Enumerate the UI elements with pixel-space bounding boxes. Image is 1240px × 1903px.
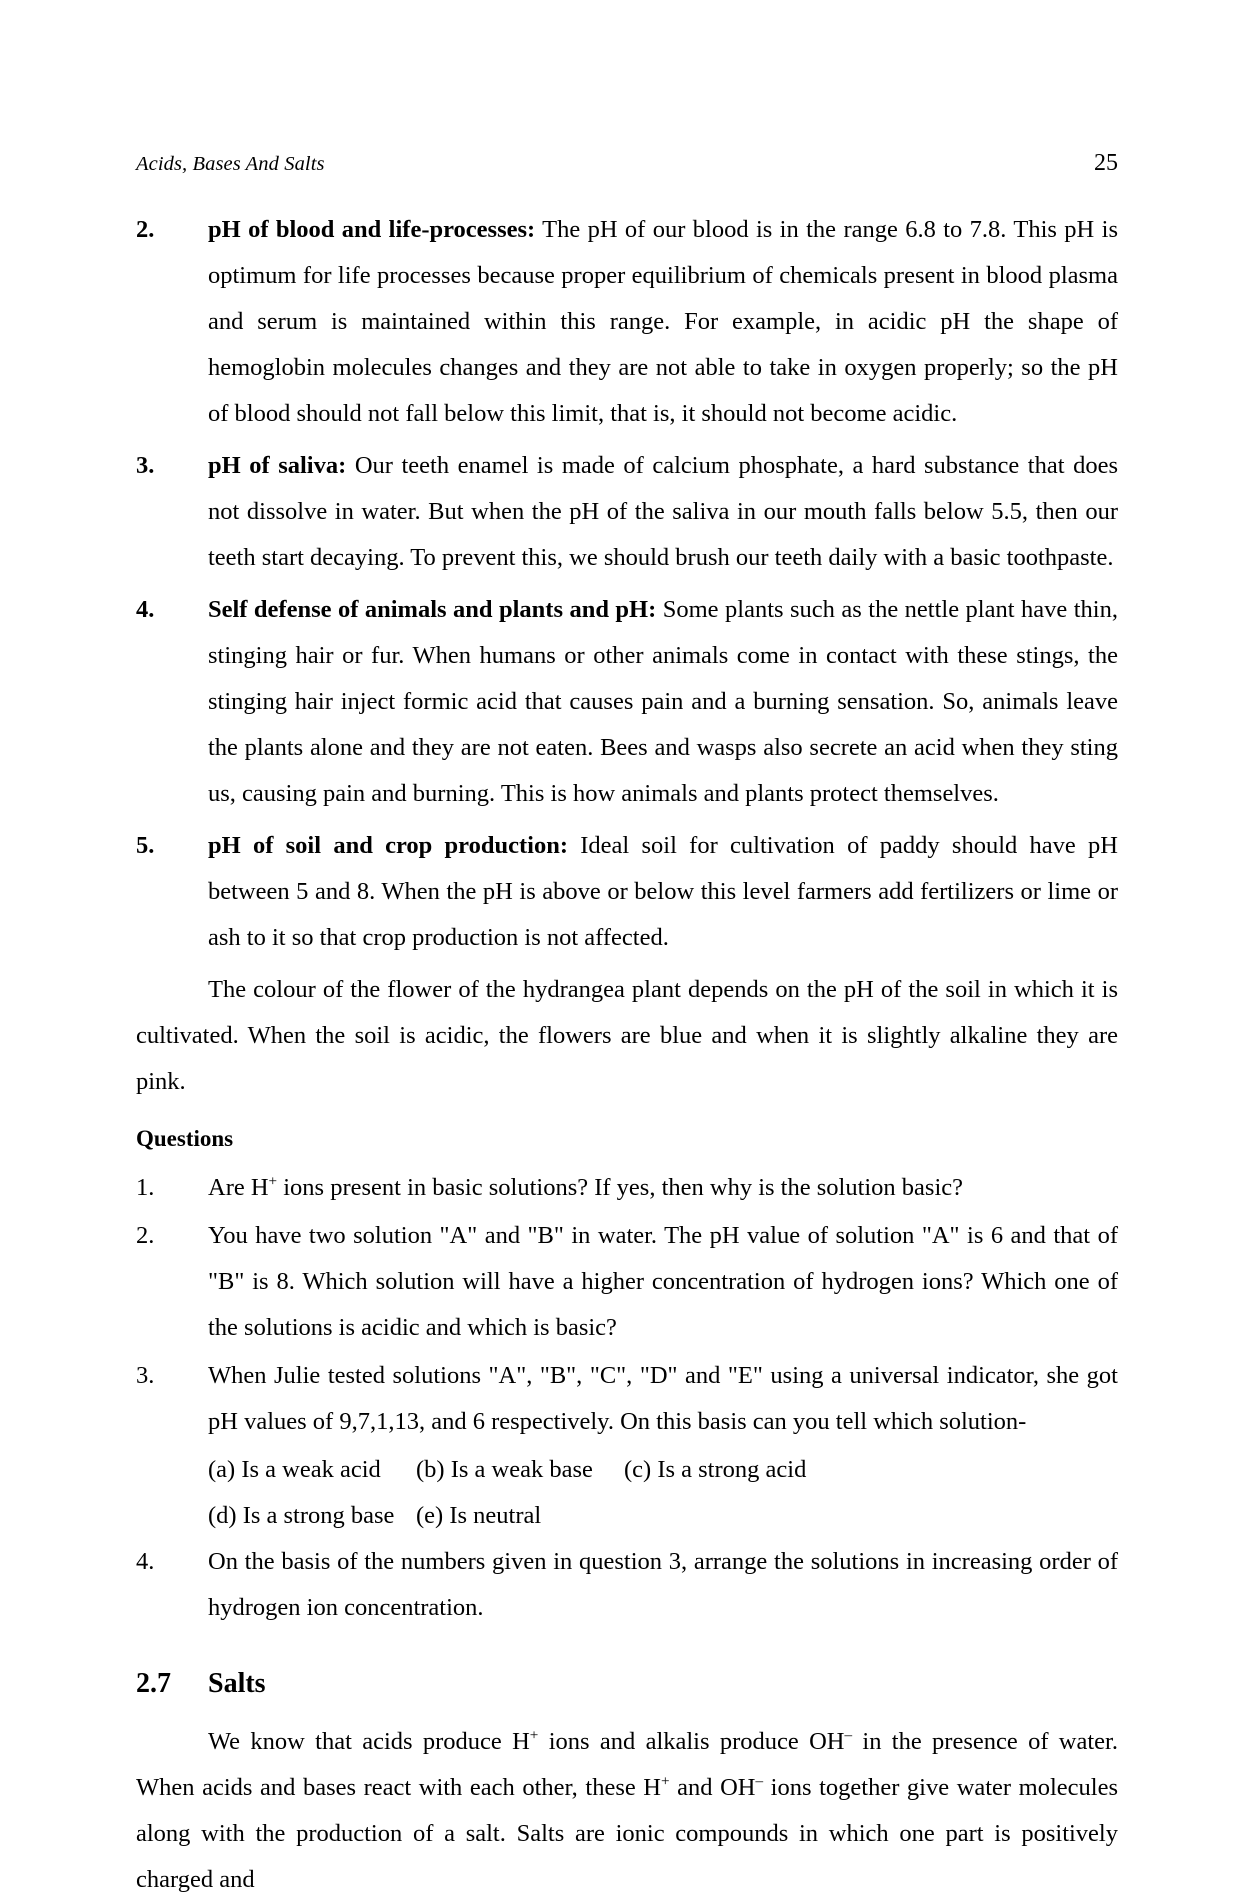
section-heading-salts (136, 1661, 1118, 1707)
item-number: 3. (136, 452, 155, 479)
question-text (208, 1165, 1118, 1211)
numbered-item-5 (136, 823, 1118, 961)
item-number: 2. (136, 216, 155, 243)
question-text-part: Are H (208, 1174, 269, 1201)
superscript-plus: + (661, 1772, 670, 1790)
section-title: Salts (208, 1668, 266, 1699)
superscript-plus: + (529, 1726, 539, 1744)
question-item-2 (136, 1213, 1118, 1351)
numbered-item-4 (136, 587, 1118, 817)
item-runin-heading: pH of soil and crop production: (208, 832, 568, 859)
item-body (208, 443, 1118, 581)
superscript-plus: + (268, 1172, 278, 1190)
question-text: You have two solution "A" and "B" in water. The pH value of solution "A" is 6 and that of "B" is 8. Which solution will have a higher concentration of hydrogen ions? Which one of the solutions is acidic and which is basic? (208, 1222, 1118, 1341)
item-number: 4. (136, 596, 155, 623)
question-number: 2. (136, 1222, 155, 1249)
question-number: 3. (136, 1362, 155, 1389)
item-text: Ideal soil for cultivation of paddy should have pH between 5 and 8. When the pH is above or below this level farmers add fertilizers or lime or ash to it so that crop production is not affected. (208, 832, 1118, 951)
item-runin-heading: Self defense of animals and plants and pH: (208, 596, 657, 623)
paragraph-part: We know that acids produce H (208, 1728, 530, 1755)
item-runin-heading: pH of blood and life-processes: (208, 216, 536, 243)
paragraph-part: ions together give water molecules along with the production of a salt. Salts are ionic compounds in which one part is positively charged and (136, 1774, 1118, 1893)
option-d: (d) Is a strong base (208, 1502, 395, 1529)
item-body (208, 587, 1118, 817)
numbered-item-2 (136, 207, 1118, 437)
chapter-title: Acids, Bases And Salts (136, 153, 325, 175)
option-c: (c) Is a strong acid (624, 1456, 807, 1483)
item-body (208, 823, 1118, 961)
question-3-options-row-2 (208, 1493, 1118, 1539)
question-number: 4. (136, 1548, 155, 1575)
question-item-3 (136, 1353, 1118, 1445)
item-number: 5. (136, 832, 155, 859)
option-a: (a) Is a weak acid (208, 1456, 381, 1483)
item-text: Some plants such as the nettle plant have thin, stinging hair or fur. When humans or other animals come in contact with these stings, the stinging hair inject formic acid that causes pain and a burning sensation. So, animals leave the plants alone and they are not eaten. Bees and wasps also secrete an acid when they sting us, causing pain and burning. This is how animals and plants protect themselves. (208, 596, 1118, 807)
section-number: 2.7 (136, 1668, 171, 1699)
question-3-options-row-1 (208, 1447, 1118, 1493)
item-text: The pH of our blood is in the range 6.8 to 7.8. This pH is optimum for life processes because proper equilibrium of chemicals present in blood plasma and serum is maintained within this range. For example, in acidic pH the shape of hemoglobin molecules changes and they are not able to take in oxygen properly; so the pH of blood should not fall below this limit, that is, it should not become acidic. (208, 216, 1118, 427)
question-text-part: ions present in basic solutions? If yes, then why is the solution basic? (277, 1174, 964, 1201)
salts-intro-paragraph (136, 1719, 1118, 1903)
item-body (208, 207, 1118, 437)
question-text: On the basis of the numbers given in question 3, arrange the solutions in increasing order of hydrogen ion concentration. (208, 1548, 1118, 1621)
paragraph-part: and OH (669, 1774, 756, 1801)
paragraph-part: ions and alkalis produce OH (538, 1728, 845, 1755)
paragraph-part: in the presence of water. When acids and bases react with each other, these H (136, 1728, 1118, 1801)
page-number: 25 (1094, 150, 1118, 176)
option-e: (e) Is neutral (416, 1502, 542, 1529)
item-text: Our teeth enamel is made of calcium phosphate, a hard substance that does not dissolve in water. But when the pH of the saliva in our mouth falls below 5.5, then our teeth start decaying. To prevent this, we should brush our teeth daily with a basic toothpaste. (208, 452, 1118, 571)
superscript-minus: – (844, 1726, 853, 1744)
superscript-minus: – (755, 1772, 764, 1790)
running-header (136, 150, 1118, 177)
item-runin-heading: pH of saliva: (208, 452, 347, 479)
question-number: 1. (136, 1174, 155, 1201)
question-item-4 (136, 1539, 1118, 1631)
questions-heading: Questions (136, 1126, 234, 1151)
option-b: (b) Is a weak base (416, 1456, 593, 1483)
question-text: When Julie tested solutions "A", "B", "C", "D" and "E" using a universal indicator, she got pH values of 9,7,1,13, and 6 respectively. On this basis can you tell which solution- (208, 1362, 1118, 1435)
hydrangea-paragraph: The colour of the flower of the hydrangea plant depends on the pH of the soil in which it is cultivated. When the soil is acidic, the flowers are blue and when it is slightly alkaline they are pink. (136, 976, 1118, 1095)
question-item-1 (136, 1165, 1118, 1211)
numbered-item-3 (136, 443, 1118, 581)
